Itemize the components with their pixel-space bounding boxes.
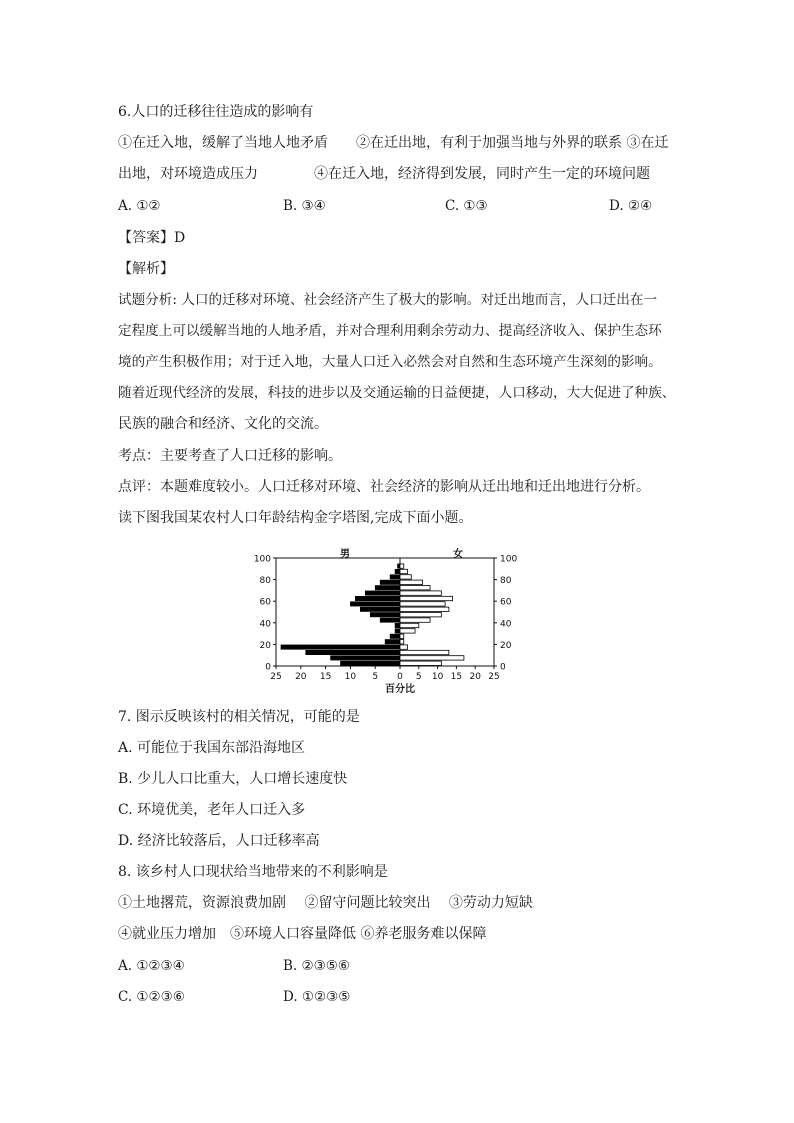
q8-option-b: B. ②③⑤⑥ (283, 958, 350, 974)
female-bar (400, 569, 408, 573)
chart-intro: 读下图我国某农村人口年龄结构金字塔图,完成下面小题。 (118, 510, 473, 526)
male-bar (390, 634, 400, 638)
analysis-line: 定程度上可以缓解当地的人地矛盾，并对合理利用剩余劳动力、提高经济收入、保护生态环 (118, 323, 662, 339)
q7-option-a: A. 可能位于我国东部沿海地区 (118, 740, 306, 756)
male-bar (340, 661, 400, 665)
q8-statement-line: ①土地撂荒，资源浪费加剧 ②留守问题比较突出 ③劳动力短缺 (118, 895, 533, 911)
x-tick-label: 5 (372, 672, 379, 682)
kaodian-line: 考点：主要考查了人口迁移的影响。 (118, 448, 342, 464)
q8-option-a: A. ①②③④ (118, 958, 185, 974)
y-tick-label-left: 100 (253, 554, 271, 565)
y-tick-label-left: 80 (259, 576, 271, 587)
female-bar (400, 591, 441, 595)
q6-option-d: D. ②④ (609, 198, 653, 214)
q7-stem: 7. 图示反映该村的相关情况，可能的是 (118, 709, 360, 725)
x-tick-label: 15 (450, 672, 463, 682)
analysis-heading: 【解析】 (118, 261, 174, 277)
female-bar (400, 596, 453, 600)
male-bar (390, 575, 400, 579)
male-bar (365, 591, 400, 595)
female-bar (400, 580, 423, 584)
female-bar (400, 607, 449, 611)
population-pyramid-chart (250, 548, 540, 696)
q6-option-b: B. ③④ (283, 198, 326, 214)
y-tick-label-right: 0 (500, 662, 506, 673)
female-bar (400, 618, 430, 622)
male-title: 男 (340, 549, 350, 560)
y-tick-label-right: 60 (500, 597, 512, 608)
analysis-line: 境的产生积极作用；对于迁入地，大量人口迁入必然会对自然和生态环境产生深刻的影响。 (118, 354, 662, 370)
x-tick-label: 25 (488, 672, 500, 682)
female-bar (400, 629, 415, 633)
male-bar (350, 602, 400, 606)
dianping-line: 点评：本题难度较小。人口迁移对环境、社会经济的影响从迁出地和迁出地进行分析。 (118, 479, 650, 495)
analysis-line: 试题分析: 人口的迁移对环境、社会经济产生了极大的影响。对迁出地而言，人口迁出在一 (118, 292, 658, 308)
q7-option-d: D. 经济比较落后，人口迁移率高 (118, 833, 320, 849)
q6-statement-line: ①在迁入地，缓解了当地人地矛盾 ②在迁出地，有利于加强当地与外界的联系 ③在迁 (118, 135, 669, 151)
analysis-line: 随着近现代经济的发展，科技的进步以及交通运输的日益便捷，人口移动，大大促进了种族、 (118, 385, 676, 401)
male-bar (385, 640, 400, 644)
x-tick-label: 15 (319, 672, 332, 682)
female-bar (400, 661, 441, 665)
x-tick-label: 0 (397, 672, 403, 682)
y-tick-label-left: 0 (265, 662, 271, 673)
y-tick-label-left: 40 (259, 619, 271, 630)
q6-stem: 6.人口的迁移往往造成的影响有 (118, 104, 314, 120)
female-bar (400, 656, 464, 660)
x-tick-label: 10 (344, 672, 357, 682)
q6-option-c: C. ①③ (445, 198, 488, 214)
male-bar (306, 650, 400, 654)
q6-statement-line: 出地，对环境造成压力 ④在迁入地，经济得到发展，同时产生一定的环境问题 (118, 166, 650, 182)
male-bar (370, 613, 400, 617)
female-title: 女 (453, 549, 463, 560)
answer-line: 【答案】D (118, 230, 186, 246)
x-tick-label: 20 (469, 672, 481, 682)
q7-option-c: C. 环境优美，老年人口迁入多 (118, 802, 306, 818)
female-bar (400, 613, 441, 617)
q7-option-b: B. 少儿人口比重大，人口增长速度快 (118, 771, 348, 787)
x-tick-label: 20 (295, 672, 307, 682)
male-bar (380, 580, 400, 584)
y-tick-label-left: 20 (259, 640, 271, 651)
q8-stem: 8. 该乡村人口现状给当地带来的不利影响是 (118, 864, 388, 880)
male-bar (395, 569, 400, 573)
chart-frame (276, 558, 494, 666)
y-tick-label-left: 60 (259, 597, 271, 608)
male-bar (355, 596, 400, 600)
female-bar (400, 623, 419, 627)
female-bar (400, 645, 408, 649)
female-bar (400, 586, 430, 590)
y-tick-label-right: 40 (500, 619, 512, 630)
q8-option-d: D. ①②③⑤ (283, 989, 351, 1005)
male-bar (395, 629, 400, 633)
x-tick-label: 10 (431, 672, 444, 682)
q8-statement-line: ④就业压力增加 ⑤环境人口容量降低 ⑥养老服务难以保障 (118, 926, 487, 942)
x-tick-label: 25 (270, 672, 282, 682)
male-bar (360, 607, 400, 611)
female-bar (400, 602, 445, 606)
female-bar (400, 640, 404, 644)
female-bar (400, 634, 404, 638)
analysis-line: 民族的融合和经济、文化的交流。 (118, 416, 328, 432)
q8-option-c: C. ①②③⑥ (118, 989, 185, 1005)
male-bar (375, 586, 400, 590)
q6-option-a: A. ①② (118, 198, 161, 214)
x-axis-label: 百分比 (385, 684, 415, 695)
female-bar (400, 575, 411, 579)
x-tick-label: 5 (415, 672, 422, 682)
y-tick-label-right: 100 (500, 554, 518, 565)
female-bar (400, 564, 404, 568)
male-bar (331, 656, 400, 660)
y-tick-label-right: 20 (500, 640, 512, 651)
male-bar (380, 618, 400, 622)
female-bar (400, 650, 449, 654)
y-tick-label-right: 80 (500, 576, 512, 587)
male-bar (395, 623, 400, 627)
male-bar (281, 645, 400, 649)
